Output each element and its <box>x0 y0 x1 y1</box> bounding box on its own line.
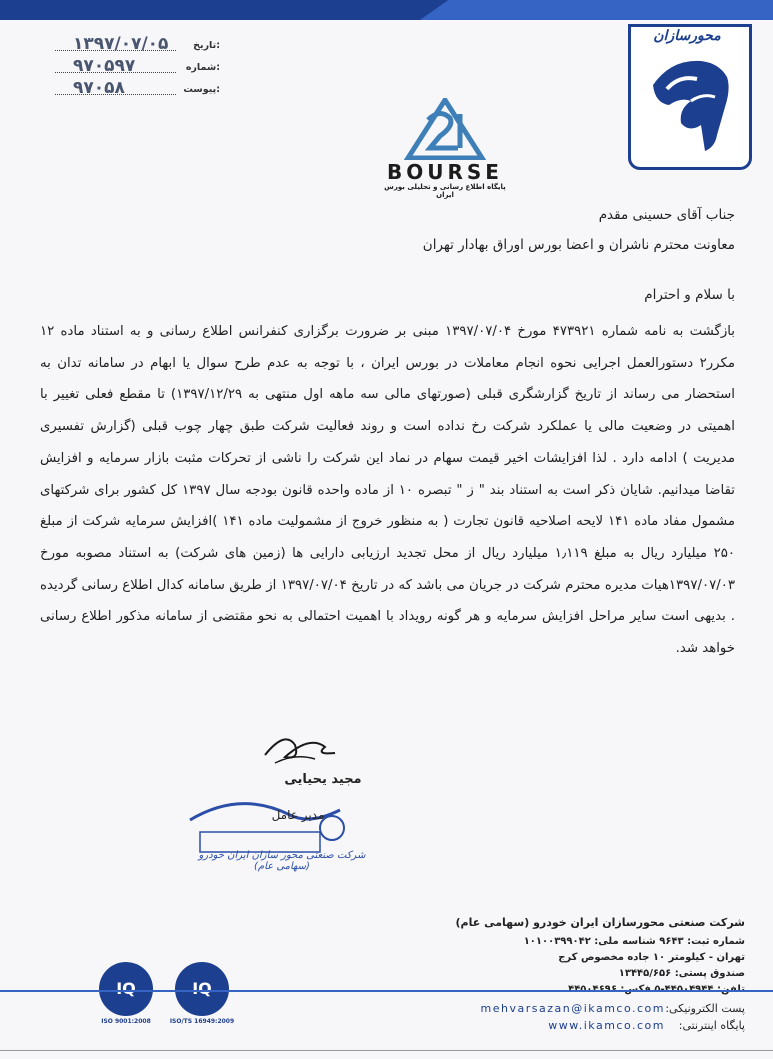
iso-16949-caption: ISO/TS 16949:2009 <box>169 1018 235 1025</box>
email-row <box>415 1000 745 1017</box>
iso-logo-icon: IQ <box>175 962 229 1016</box>
attachment-value: ۹۷۰۵۸ <box>73 78 125 98</box>
page-bottom-rule <box>0 1050 773 1051</box>
iso-logo-icon: IQ <box>99 962 153 1016</box>
iso-9001-caption: ISO 9001:2008 <box>101 1018 151 1025</box>
stamp-text: شرکت صنعتی محور سازان ایران خودرو (سهامی عام) <box>198 850 366 872</box>
recipient-block <box>315 200 735 260</box>
signature-scribble-icon <box>255 725 345 775</box>
attachment-row <box>55 78 220 106</box>
brand-name: محورسازان <box>653 28 721 44</box>
number-label: شماره: <box>185 62 220 73</box>
bourse-logo <box>380 98 510 199</box>
email-link[interactable]: mehvarsazan@ikamco.com <box>480 1002 665 1015</box>
greeting: با سلام و احترام <box>644 287 735 303</box>
footer-divider <box>0 990 773 992</box>
footer-pobox: صندوق پستی: ۱۳۴۴۵/۶۵۶ <box>618 968 745 979</box>
website-link[interactable]: www.ikamco.com <box>548 1019 665 1032</box>
date-value: ۱۳۹۷/۰۷/۰۵ <box>73 34 169 54</box>
header-band <box>0 0 773 20</box>
bourse-emblem-icon <box>380 98 510 160</box>
letter-body <box>40 316 735 665</box>
date-label: تاریخ: <box>193 40 220 51</box>
website-label: پایگاه اینترنتی: <box>678 1019 745 1032</box>
footer-registration: شماره ثبت: ۹۶۴۳ شناسه ملی: ۱۰۱۰۰۳۹۹۰۴۲ <box>523 936 745 947</box>
signatory-title: مدیر عامل <box>271 808 325 822</box>
recipient-name: جناب آقای حسینی مقدم <box>598 207 735 223</box>
footer-contact <box>415 1000 745 1034</box>
footer-details <box>455 934 745 998</box>
iso-badge-16949 <box>168 962 236 1025</box>
number-value: ۹۷۰۵۹۷ <box>73 56 136 76</box>
footer-company: شرکت صنعتی محورسازان ایران خودرو (سهامی عام) <box>455 916 745 929</box>
iso-badge-9001 <box>92 962 160 1025</box>
body-paragraph: بازگشت به نامه شماره ۴۷۳۹۲۱ مورخ ۱۳۹۷/۰۷/۰۴ مبنی بر ضرورت برگزاری کنفرانس اطلاع رسانی و به استناد ماده ۱۲ مکرر۲ دستورالعمل اجرایی نحوه انجام معاملات در بورس ایران ، با توجه به عدم طرح سوال یا ابهام در سامانه تدان به استحضار می رساند از تاریخ گزارشگری قبلی (صورتهای مالی سه ماهه اول منتهی به ۱۳۹۷/۱۲/۲۹) تا مقطع فعلی تغییر با اهمیتی در وضعیت مالی یا عملکرد شرکت رخ نداده است و روند فعالیت شرکت طبق چهار چوب قبلی (گزارش تفسیری مدیریت ) ادامه دارد . لذا افزایشات اخیر قیمت سهام در نماد این شرکت را ناشی از تحرکات مثبت بازار سرمایه و افزایش تقاضا میدانیم. شایان ذکر است به استناد بند " ز " تبصره ۱۰ از ماده واحده قانون بودجه سال ۱۳۹۷ کل کشور برای شرکتهای مشمول مفاد ماده ۱۴۱ لایحه اصلاحیه قانون تجارت ( به منظور خروج از مشمولیت ماده ۱۴۱ )افزایش سرمایه شرکت از مبلغ ۲۵۰ میلیارد ریال به مبلغ ۱٫۱۱۹ میلیارد ریال از محل تجدید ارزیابی دارایی ها (زمین های شرکت) به استناد مصوبه مورخ ۱۳۹۷/۰۷/۰۳هیات مدیره محترم شرکت در جریان می باشد که در تاریخ ۱۳۹۷/۰۷/۰۴ از طریق سامانه کدال اطلاع رسانی گردیده . بدیهی است سایر مراحل افزایش سرمایه و هر گونه رویداد با اهمیت احتمالی به نحو مقتضی از سامانه مذکور اطلاع رسانی خواهد شد. <box>40 324 736 657</box>
letter-meta <box>55 34 220 106</box>
footer-address: تهران - کیلومتر ۱۰ جاده مخصوص کرج <box>558 952 745 963</box>
signatory-name: مجید یحیایی <box>284 772 362 787</box>
footer-phone: تلفن: ۴۴۵۰۴۹۴۴-۵ فکس: ۴۴۵۰۴۶۹۶ <box>568 984 745 995</box>
email-label: پست الکترونیکی: <box>665 1002 745 1015</box>
recipient-title: معاونت محترم ناشران و اعضا بورس اوراق بهادار تهران <box>422 237 735 253</box>
bourse-wordmark: BOURSE <box>387 160 503 184</box>
website-row <box>415 1017 745 1034</box>
attachment-label: پیوست: <box>183 84 220 95</box>
bourse-caption: پایگاه اطلاع رسانی و تحلیلی بورس ایران <box>384 183 506 199</box>
